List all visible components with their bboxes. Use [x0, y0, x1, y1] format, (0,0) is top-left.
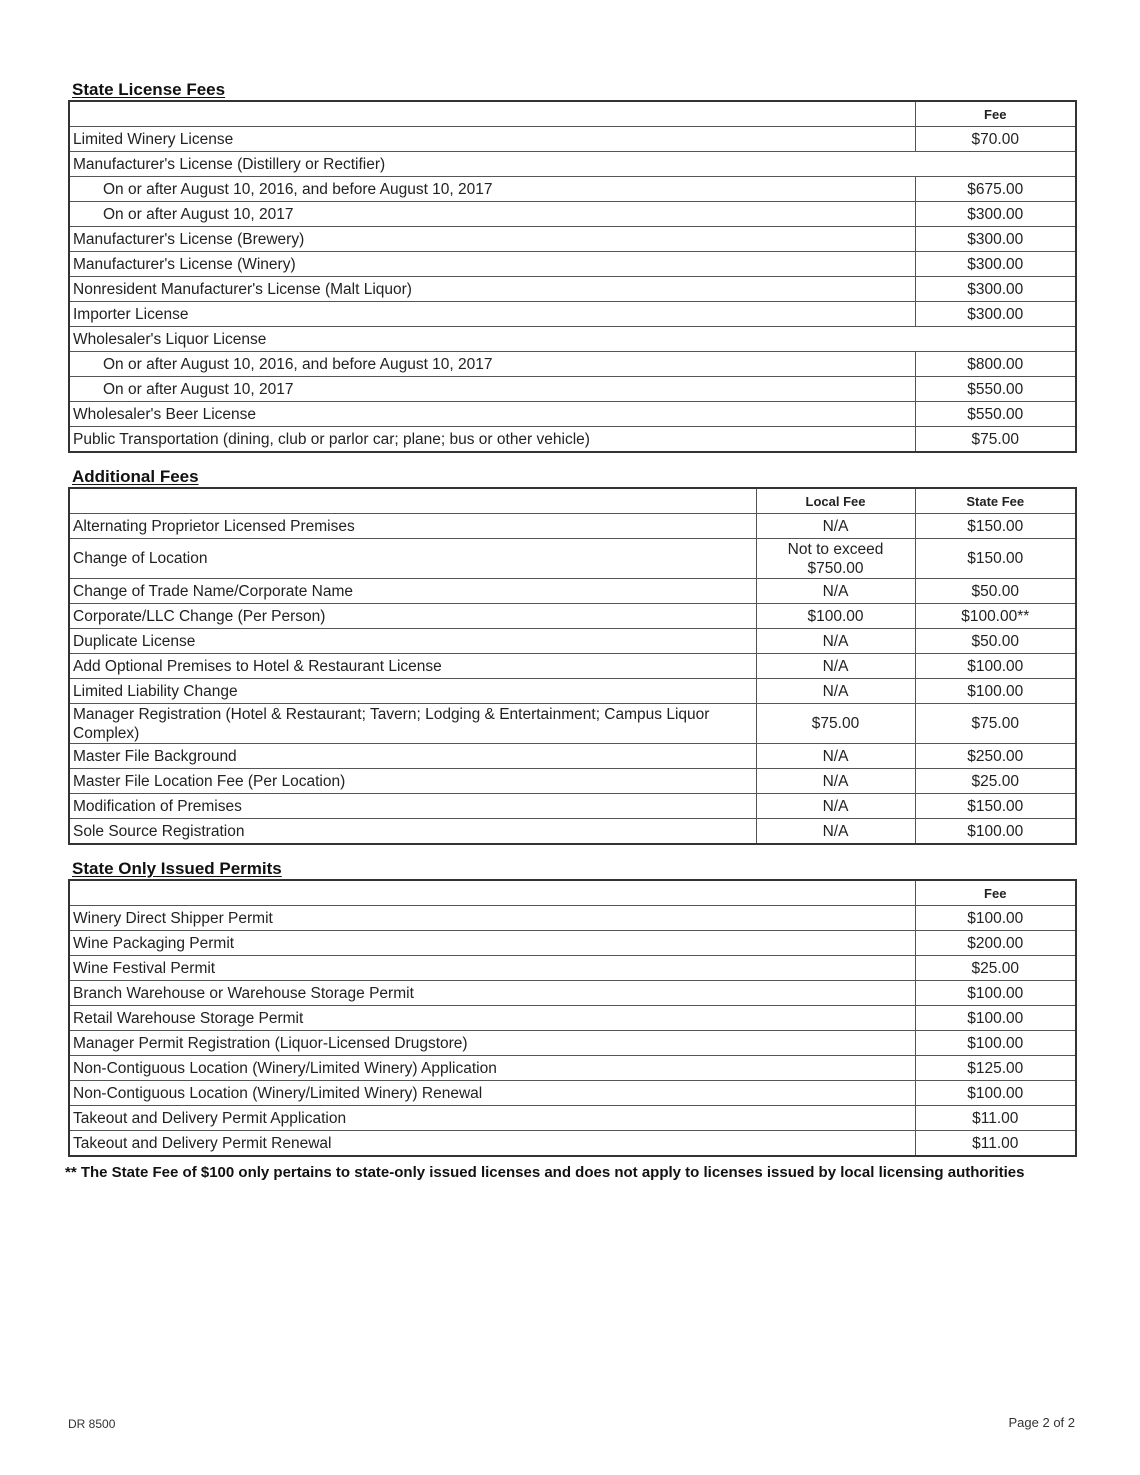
- row-label: Alternating Proprietor Licensed Premises: [69, 514, 756, 539]
- table-row: [69, 906, 1076, 931]
- row-local-fee: N/A: [756, 579, 915, 604]
- row-fee: $300.00: [915, 252, 1076, 277]
- table-row: [69, 427, 1076, 453]
- row-fee: $100.00: [915, 1081, 1076, 1106]
- row-local-fee: $75.00: [756, 704, 915, 744]
- state-license-fees-table: [68, 100, 1077, 453]
- row-label: Sole Source Registration: [69, 819, 756, 845]
- row-fee: $11.00: [915, 1131, 1076, 1157]
- local-fee-column-header: Local Fee: [756, 488, 915, 514]
- row-fee: $300.00: [915, 302, 1076, 327]
- table-row: [69, 152, 1076, 177]
- table-row: [69, 931, 1076, 956]
- permit-rows: [69, 906, 1076, 1157]
- row-fee: $11.00: [915, 1106, 1076, 1131]
- state-fee-column-header: State Fee: [915, 488, 1076, 514]
- row-fee: $100.00: [915, 1031, 1076, 1056]
- row-label: Takeout and Delivery Permit Renewal: [69, 1131, 915, 1157]
- additional-fees-title: Additional Fees: [72, 467, 199, 486]
- row-local-fee: $100.00: [756, 604, 915, 629]
- row-label: Manager Permit Registration (Liquor-Licensed Drugstore): [69, 1031, 915, 1056]
- row-label: Limited Winery License: [69, 127, 915, 152]
- row-label: Importer License: [69, 302, 915, 327]
- row-local-fee: N/A: [756, 654, 915, 679]
- row-label: Manufacturer's License (Brewery): [69, 227, 915, 252]
- row-fee: $25.00: [915, 956, 1076, 981]
- row-fee: $100.00: [915, 1006, 1076, 1031]
- row-local-fee: N/A: [756, 769, 915, 794]
- row-state-fee: $250.00: [915, 744, 1076, 769]
- row-state-fee: $100.00: [915, 679, 1076, 704]
- row-state-fee: $100.00: [915, 819, 1076, 845]
- table-row: [69, 956, 1076, 981]
- table-row: [69, 604, 1076, 629]
- row-label: Takeout and Delivery Permit Application: [69, 1106, 915, 1131]
- table-row: [69, 1006, 1076, 1031]
- row-local-fee: N/A: [756, 629, 915, 654]
- table-row: [69, 744, 1076, 769]
- row-label: Wholesaler's Liquor License: [69, 327, 1076, 352]
- table-row: [69, 769, 1076, 794]
- row-state-fee: $100.00**: [915, 604, 1076, 629]
- table-row: [69, 1081, 1076, 1106]
- table-row: [69, 202, 1076, 227]
- table-row: [69, 252, 1076, 277]
- table-header-row: [69, 488, 1076, 514]
- row-label: Master File Location Fee (Per Location): [69, 769, 756, 794]
- row-label: Wine Packaging Permit: [69, 931, 915, 956]
- table-header-row: [69, 880, 1076, 906]
- table-row: [69, 1106, 1076, 1131]
- fee-schedule-page: [65, 78, 1075, 1183]
- additional-fee-rows: [69, 514, 1076, 845]
- row-fee: $550.00: [915, 402, 1076, 427]
- row-local-fee: N/A: [756, 679, 915, 704]
- row-label: On or after August 10, 2017: [69, 202, 915, 227]
- table-row: [69, 981, 1076, 1006]
- fee-column-header: Fee: [915, 880, 1076, 906]
- row-label: Duplicate License: [69, 629, 756, 654]
- table-row: [69, 402, 1076, 427]
- row-state-fee: $25.00: [915, 769, 1076, 794]
- table-row: [69, 704, 1076, 744]
- table-header-row: [69, 101, 1076, 127]
- row-fee: $300.00: [915, 277, 1076, 302]
- row-label: On or after August 10, 2016, and before August 10, 2017: [69, 177, 915, 202]
- table-row: [69, 327, 1076, 352]
- row-label: Modification of Premises: [69, 794, 756, 819]
- page-number: Page 2 of 2: [1008, 1415, 1075, 1430]
- table-row: [69, 1056, 1076, 1081]
- row-fee: $800.00: [915, 352, 1076, 377]
- row-local-fee: N/A: [756, 819, 915, 845]
- row-state-fee: $150.00: [915, 514, 1076, 539]
- table-row: [69, 227, 1076, 252]
- table-row: [69, 277, 1076, 302]
- table-row: [69, 514, 1076, 539]
- row-label: On or after August 10, 2016, and before August 10, 2017: [69, 352, 915, 377]
- row-local-fee: Not to exceed $750.00: [756, 539, 915, 579]
- row-local-fee: N/A: [756, 514, 915, 539]
- row-label: Non-Contiguous Location (Winery/Limited Winery) Application: [69, 1056, 915, 1081]
- table-row: [69, 794, 1076, 819]
- row-fee: $100.00: [915, 981, 1076, 1006]
- row-label: Manufacturer's License (Winery): [69, 252, 915, 277]
- row-label: Master File Background: [69, 744, 756, 769]
- state-only-permits-table: [68, 879, 1077, 1157]
- row-label: Add Optional Premises to Hotel & Restaurant License: [69, 654, 756, 679]
- row-label: Retail Warehouse Storage Permit: [69, 1006, 915, 1031]
- row-state-fee: $150.00: [915, 539, 1076, 579]
- table-row: [69, 539, 1076, 579]
- row-label: On or after August 10, 2017: [69, 377, 915, 402]
- state-license-rows: [69, 127, 1076, 453]
- row-label: Manufacturer's License (Distillery or Rectifier): [69, 152, 1076, 177]
- fee-column-header: Fee: [915, 101, 1076, 127]
- form-id: DR 8500: [68, 1417, 116, 1431]
- row-label: Limited Liability Change: [69, 679, 756, 704]
- row-label: Corporate/LLC Change (Per Person): [69, 604, 756, 629]
- table-row: [69, 352, 1076, 377]
- row-fee: $675.00: [915, 177, 1076, 202]
- blank-header-cell: [69, 488, 756, 514]
- row-label: Winery Direct Shipper Permit: [69, 906, 915, 931]
- table-row: [69, 819, 1076, 845]
- row-state-fee: $50.00: [915, 579, 1076, 604]
- row-label: Change of Location: [69, 539, 756, 579]
- table-row: [69, 127, 1076, 152]
- row-state-fee: $50.00: [915, 629, 1076, 654]
- state-license-fees-title: State License Fees: [72, 80, 226, 99]
- table-row: [69, 177, 1076, 202]
- blank-header-cell: [69, 101, 915, 127]
- row-state-fee: $150.00: [915, 794, 1076, 819]
- row-fee: $300.00: [915, 227, 1076, 252]
- table-row: [69, 629, 1076, 654]
- row-fee: $70.00: [915, 127, 1076, 152]
- table-row: [69, 377, 1076, 402]
- row-label: Wine Festival Permit: [69, 956, 915, 981]
- blank-header-cell: [69, 880, 915, 906]
- table-row: [69, 579, 1076, 604]
- row-fee: $100.00: [915, 906, 1076, 931]
- row-local-fee: N/A: [756, 794, 915, 819]
- row-fee: $200.00: [915, 931, 1076, 956]
- row-fee: $125.00: [915, 1056, 1076, 1081]
- state-only-permits-title: State Only Issued Permits: [72, 859, 282, 878]
- additional-fees-table: [68, 487, 1077, 845]
- table-row: [69, 679, 1076, 704]
- row-local-fee: N/A: [756, 744, 915, 769]
- row-fee: $300.00: [915, 202, 1076, 227]
- row-label: Wholesaler's Beer License: [69, 402, 915, 427]
- row-label: Manager Registration (Hotel & Restaurant; Tavern; Lodging & Entertainment; Campus Liquor Complex): [69, 704, 756, 744]
- row-fee: $75.00: [915, 427, 1076, 453]
- row-state-fee: $75.00: [915, 704, 1076, 744]
- table-row: [69, 302, 1076, 327]
- table-row: [69, 654, 1076, 679]
- row-state-fee: $100.00: [915, 654, 1076, 679]
- row-label: Non-Contiguous Location (Winery/Limited Winery) Renewal: [69, 1081, 915, 1106]
- state-fee-footnote: ** The State Fee of $100 only pertains to state-only issued licenses and does not apply to licenses issued by local licensing authorities: [65, 1164, 1025, 1181]
- row-fee: $550.00: [915, 377, 1076, 402]
- row-label: Nonresident Manufacturer's License (Malt Liquor): [69, 277, 915, 302]
- table-row: [69, 1131, 1076, 1157]
- table-row: [69, 1031, 1076, 1056]
- row-label: Change of Trade Name/Corporate Name: [69, 579, 756, 604]
- row-label: Branch Warehouse or Warehouse Storage Permit: [69, 981, 915, 1006]
- row-label: Public Transportation (dining, club or parlor car; plane; bus or other vehicle): [69, 427, 915, 453]
